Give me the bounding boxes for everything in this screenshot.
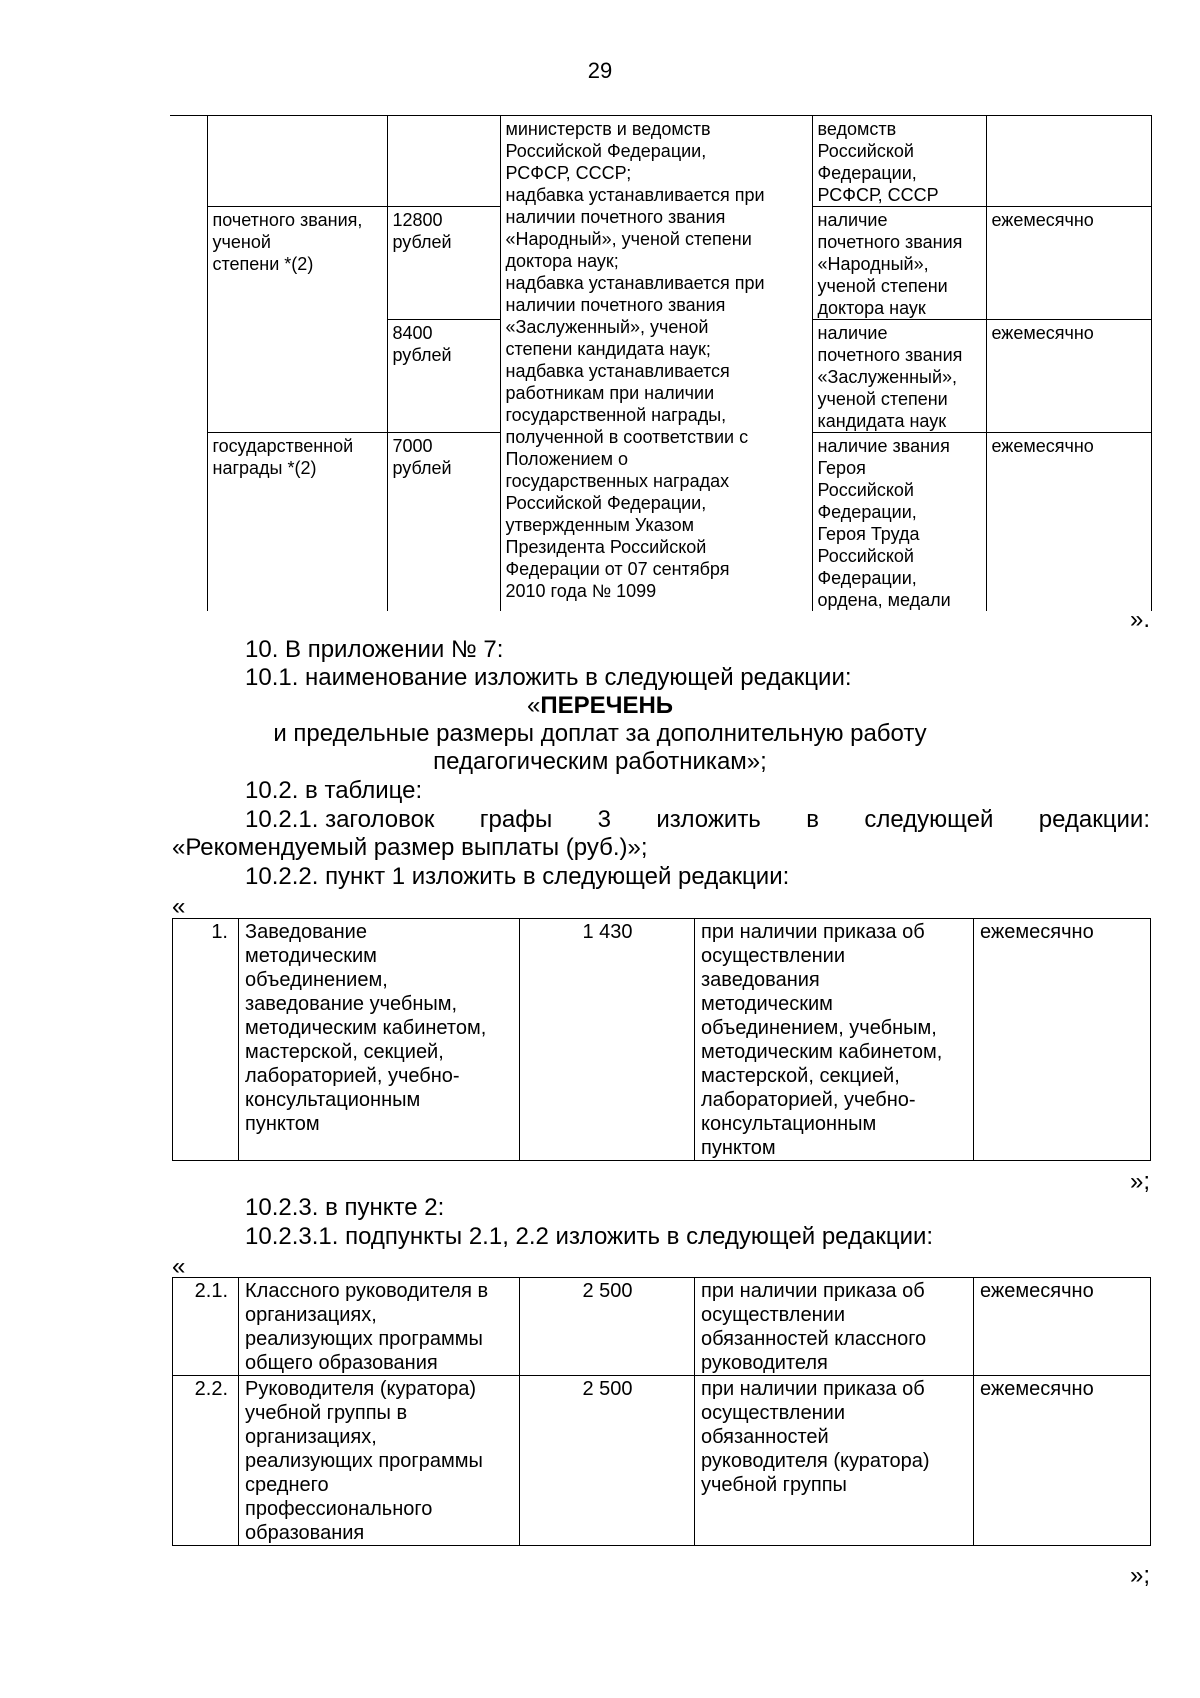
cell-line: при наличии приказа об xyxy=(701,1280,925,1302)
cell-line: «Народный», ученой степени xyxy=(505,229,752,249)
allowance-table-continued xyxy=(170,115,1152,611)
supplement-table-item-1 xyxy=(172,918,1151,1161)
paragraph-10-2-3: 10.2.3. в пункте 2: xyxy=(245,1194,445,1221)
cell-line: надбавка устанавливается при xyxy=(505,185,765,205)
cell-line: осуществлении xyxy=(701,1402,845,1424)
cell-line: рублей xyxy=(392,345,452,365)
table-cell-amount xyxy=(387,207,500,320)
table-cell-number: 2.1. xyxy=(173,1278,239,1376)
table-cell-amount xyxy=(387,320,500,433)
cell-line: консультационным xyxy=(245,1089,421,1111)
table-row xyxy=(173,1376,1151,1546)
cell-line: Российской Федерации, xyxy=(505,141,707,161)
cell-line: наличие звания xyxy=(817,436,950,456)
table-cell-name xyxy=(207,207,387,433)
cell-line: Заведование xyxy=(245,921,367,943)
cell-line: Классного руководителя в xyxy=(245,1280,489,1302)
table-cell-frequency: ежемесячно xyxy=(974,1376,1151,1546)
table-cell-basis xyxy=(500,116,812,612)
table-cell-condition xyxy=(812,116,986,207)
cell-line: обязанностей xyxy=(701,1426,829,1448)
closing-quote: »; xyxy=(1129,1168,1150,1195)
closing-quote: ». xyxy=(1129,606,1150,633)
paragraph-10-2-1-cont: «Рекомендуемый размер выплаты (руб.)»; xyxy=(172,834,648,861)
cell-line: «Заслуженный», ученой xyxy=(505,317,709,337)
cell-line: государственных наградах xyxy=(505,471,730,491)
table-cell-frequency: ежемесячно xyxy=(974,919,1151,1161)
cell-line: Российской xyxy=(817,480,914,500)
title-line-2: и предельные размеры доплат за дополнительную работу xyxy=(273,720,927,747)
cell-line: Федерации, xyxy=(817,163,917,183)
cell-line: методическим кабинетом, xyxy=(701,1041,943,1063)
paragraph-10-2-1 xyxy=(245,806,1150,834)
cell-line: среднего xyxy=(245,1474,329,1496)
paragraph-10-2-2: 10.2.2. пункт 1 изложить в следующей редакции: xyxy=(245,863,790,890)
cell-line: степени кандидата наук; xyxy=(505,339,711,359)
cell-line: лабораторией, учебно- xyxy=(701,1089,916,1111)
table-cell-condition xyxy=(812,320,986,433)
table-cell-name xyxy=(239,1278,520,1376)
cell-line: учебной группы xyxy=(701,1474,847,1496)
cell-line: Российской xyxy=(817,546,914,566)
paragraph-10-2-3-1: 10.2.3.1. подпункты 2.1, 2.2 изложить в следующей редакции: xyxy=(245,1223,934,1250)
word: графы xyxy=(479,806,553,833)
table-cell-name xyxy=(239,1376,520,1546)
cell-line: общего образования xyxy=(245,1352,438,1374)
cell-line: Российской Федерации, xyxy=(505,493,707,513)
cell-line: мастерской, секцией, xyxy=(701,1065,900,1087)
cell-line: консультационным xyxy=(701,1113,877,1135)
cell-line: Героя Труда xyxy=(817,524,920,544)
page-number: 29 xyxy=(587,58,613,83)
cell-line: методическим xyxy=(701,993,833,1015)
cell-line: государственной xyxy=(212,436,354,456)
cell-line: Федерации от 07 сентября xyxy=(505,559,730,579)
table-cell-condition xyxy=(812,433,986,612)
title-line-3: педагогическим работникам»; xyxy=(433,748,767,775)
cell-line: наличие xyxy=(817,323,888,343)
table-cell-frequency: ежемесячно xyxy=(986,320,1151,433)
cell-line: руководителя (куратора) xyxy=(701,1450,930,1472)
table-cell-amount: 1 430 xyxy=(520,919,695,1161)
table-cell-condition xyxy=(695,1278,974,1376)
cell-line: 2010 года № 1099 xyxy=(505,581,657,601)
cell-line: государственной награды, xyxy=(505,405,727,425)
table-cell-name xyxy=(239,919,520,1161)
table-cell-frequency: ежемесячно xyxy=(986,207,1151,320)
table-cell xyxy=(986,116,1151,207)
cell-line: Президента Российской xyxy=(505,537,707,557)
cell-line: Федерации, xyxy=(817,568,917,588)
cell-line: осуществлении xyxy=(701,945,845,967)
cell-line: доктора наук xyxy=(817,298,926,318)
cell-line: учебной группы в xyxy=(245,1402,408,1424)
cell-line: образования xyxy=(245,1522,365,1544)
title-bold: ПЕРЕЧЕНЬ xyxy=(540,692,674,719)
cell-line: руководителя xyxy=(701,1352,828,1374)
cell-line: организациях, xyxy=(245,1426,377,1448)
table-cell-condition xyxy=(695,1376,974,1546)
cell-line: методическим кабинетом, xyxy=(245,1017,487,1039)
opening-quote: « xyxy=(172,1253,186,1280)
table-cell xyxy=(170,116,207,612)
cell-line: организациях, xyxy=(245,1304,377,1326)
cell-line: Героя xyxy=(817,458,866,478)
word: изложить xyxy=(656,806,761,833)
cell-line: лабораторией, учебно- xyxy=(245,1065,460,1087)
title-quote: « xyxy=(526,692,541,719)
cell-line: пунктом xyxy=(701,1137,776,1159)
table-row xyxy=(173,919,1151,1161)
opening-quote: « xyxy=(172,893,186,920)
cell-line: почетного звания xyxy=(817,345,963,365)
cell-line: министерств и ведомств xyxy=(505,119,711,139)
cell-line: 12800 xyxy=(392,210,443,230)
table-cell-frequency: ежемесячно xyxy=(986,433,1151,612)
table-cell-condition xyxy=(812,207,986,320)
cell-line: при наличии приказа об xyxy=(701,1378,925,1400)
table-cell-frequency: ежемесячно xyxy=(974,1278,1151,1376)
table-cell-amount: 2 500 xyxy=(520,1278,695,1376)
cell-line: рублей xyxy=(392,232,452,252)
table-cell-condition xyxy=(695,919,974,1161)
paragraph-10-2: 10.2. в таблице: xyxy=(245,777,423,804)
table-row xyxy=(170,116,1151,207)
cell-line: наличии почетного звания xyxy=(505,295,726,315)
cell-line: 7000 xyxy=(392,436,433,456)
cell-line: ученой xyxy=(212,232,271,252)
cell-line: профессионального xyxy=(245,1498,433,1520)
table-cell-amount xyxy=(387,433,500,612)
cell-line: утвержденным Указом xyxy=(505,515,695,535)
cell-line: Российской xyxy=(817,141,914,161)
cell-line: рублей xyxy=(392,458,452,478)
cell-line: степени *(2) xyxy=(212,254,314,274)
cell-line: ордена, медали xyxy=(817,590,951,610)
table-cell-number: 1. xyxy=(173,919,239,1161)
table-cell-amount: 2 500 xyxy=(520,1376,695,1546)
cell-line: пунктом xyxy=(245,1113,320,1135)
cell-line: объединением, учебным, xyxy=(701,1017,937,1039)
cell-line: Руководителя (куратора) xyxy=(245,1378,476,1400)
cell-line: наличии почетного звания xyxy=(505,207,726,227)
cell-line: осуществлении xyxy=(701,1304,845,1326)
cell-line: доктора наук; xyxy=(505,251,619,271)
cell-line: объединением, xyxy=(245,969,388,991)
paragraph-10: 10. В приложении № 7: xyxy=(245,636,504,663)
cell-line: обязанностей классного xyxy=(701,1328,927,1350)
closing-quote: »; xyxy=(1129,1562,1150,1589)
cell-line: реализующих программы xyxy=(245,1328,483,1350)
word: редакции: xyxy=(1038,806,1150,833)
cell-line: надбавка устанавливается xyxy=(505,361,730,381)
word: 10.2.1. заголовок xyxy=(245,806,435,833)
table-cell xyxy=(387,116,500,207)
paragraph-10-1: 10.1. наименование изложить в следующей редакции: xyxy=(245,664,852,691)
cell-line: РСФСР, СССР; xyxy=(505,163,632,183)
cell-line: «Заслуженный», xyxy=(817,367,958,387)
cell-line: РСФСР, СССР xyxy=(817,185,939,205)
cell-line: полученной в соответствии с xyxy=(505,427,749,447)
cell-line: «Народный», xyxy=(817,254,929,274)
cell-line: надбавка устанавливается при xyxy=(505,273,765,293)
cell-line: работникам при наличии xyxy=(505,383,715,403)
table-cell-number: 2.2. xyxy=(173,1376,239,1546)
word: 3 xyxy=(597,806,611,833)
cell-line: ученой степени xyxy=(817,276,948,296)
cell-line: Положением о xyxy=(505,449,629,469)
cell-line: мастерской, секцией, xyxy=(245,1041,444,1063)
cell-line: наличие xyxy=(817,210,888,230)
table-row xyxy=(173,1278,1151,1376)
cell-line: при наличии приказа об xyxy=(701,921,925,943)
table-cell-name xyxy=(207,433,387,612)
cell-line: почетного звания, xyxy=(212,210,363,230)
cell-line: методическим xyxy=(245,945,377,967)
word: следующей xyxy=(864,806,994,833)
cell-line: почетного звания xyxy=(817,232,963,252)
cell-line: заведование учебным, xyxy=(245,993,458,1015)
cell-line: реализующих программы xyxy=(245,1450,483,1472)
cell-line: заведования xyxy=(701,969,820,991)
supplement-table-items-2 xyxy=(172,1277,1151,1546)
cell-line: ведомств xyxy=(817,119,897,139)
cell-line: Федерации, xyxy=(817,502,917,522)
document-title xyxy=(0,692,1200,720)
cell-line: 8400 xyxy=(392,323,433,343)
word: в xyxy=(806,806,819,833)
cell-line: награды *(2) xyxy=(212,458,317,478)
table-cell xyxy=(207,116,387,207)
cell-line: ученой степени xyxy=(817,389,948,409)
cell-line: кандидата наук xyxy=(817,411,947,431)
